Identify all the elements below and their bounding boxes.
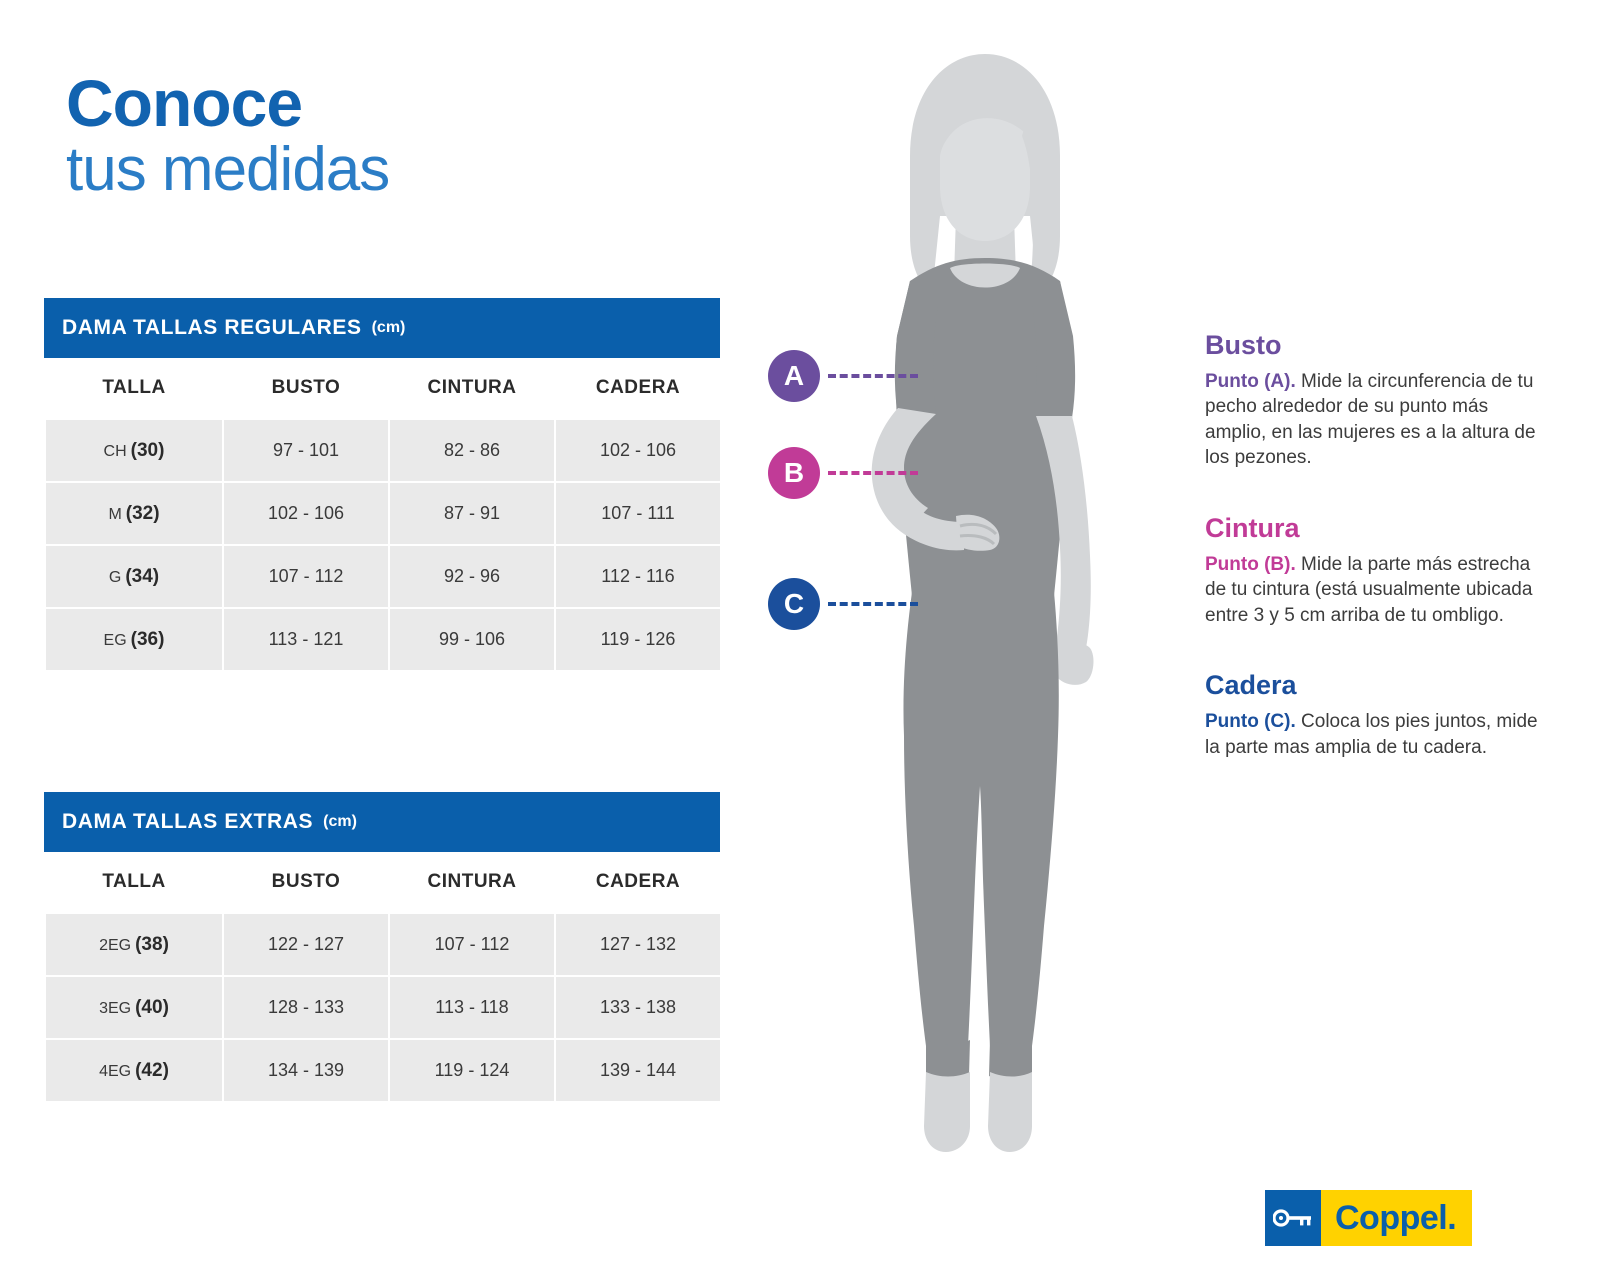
measure-point-c-dashed-line: [828, 602, 918, 606]
cell-talla: [45, 419, 223, 482]
logo-wordmark: Coppel.: [1335, 1198, 1457, 1237]
measure-point-b-marker: B: [768, 447, 820, 499]
table-row: [45, 913, 721, 976]
size-number: (32): [125, 502, 160, 524]
cell-busto: 97 - 101: [223, 419, 389, 482]
regular-sizes-header-unit: (cm): [371, 319, 406, 336]
cell-cintura: 99 - 106: [389, 608, 555, 671]
info-title-busto: Busto: [1205, 330, 1282, 360]
cell-busto: 134 - 139: [223, 1039, 389, 1102]
table-row: [45, 976, 721, 1039]
extra-sizes-table-block: [44, 792, 720, 1103]
info-section-cintura: [1205, 513, 1550, 628]
cell-cintura: 119 - 124: [389, 1039, 555, 1102]
info-body-cadera: [1205, 709, 1550, 760]
table-row: [45, 1039, 721, 1102]
size-label: 4EG: [99, 1062, 132, 1080]
cell-cadera: 127 - 132: [555, 913, 721, 976]
table-row: [45, 419, 721, 482]
cell-cintura: 92 - 96: [389, 545, 555, 608]
column-header-talla: TALLA: [45, 852, 223, 913]
cell-busto: 122 - 127: [223, 913, 389, 976]
cell-cintura: 87 - 91: [389, 482, 555, 545]
title-line-2: tus medidas: [66, 135, 390, 205]
title-line-1: Conoce: [66, 66, 303, 140]
key-icon: [1265, 1190, 1321, 1246]
measure-point-a-marker: A: [768, 350, 820, 402]
table-row: [45, 545, 721, 608]
extra-sizes-header-title: DAMA TALLAS EXTRAS: [62, 810, 314, 833]
measure-point-a-dashed-line: [828, 374, 918, 378]
coppel-logo: [1265, 1190, 1472, 1246]
table-row: [45, 482, 721, 545]
measure-point-b-dashed-line: [828, 471, 918, 475]
size-number: (42): [135, 1059, 169, 1081]
cell-cintura: 107 - 112: [389, 913, 555, 976]
info-body-busto: [1205, 369, 1550, 471]
regular-sizes-table-block: [44, 298, 720, 672]
column-header-cadera: CADERA: [555, 852, 721, 913]
extra-sizes-table-header: [44, 792, 720, 852]
info-point-cadera: Punto (C).: [1205, 711, 1296, 733]
size-label: EG: [103, 631, 127, 649]
size-number: (38): [135, 933, 169, 955]
info-title-cintura: Cintura: [1205, 512, 1300, 543]
size-label: 3EG: [99, 999, 132, 1017]
info-text-cintura: Mide la parte más estrecha de tu cintura (está usualmente ubicada entre 3 y 5 cm arriba de tu ombligo.: [1205, 553, 1533, 626]
info-text-busto: Mide la circunferencia de tu pecho alrededor de su punto más amplio, en las mujeres es a la altura de los pezones.: [1205, 371, 1536, 469]
cell-cadera: 139 - 144: [555, 1039, 721, 1102]
cell-cadera: 112 - 116: [555, 545, 721, 608]
size-label: 2EG: [99, 936, 132, 954]
size-number: (40): [135, 996, 169, 1018]
info-title-cadera: Cadera: [1205, 670, 1297, 701]
info-point-busto: Punto (A).: [1205, 371, 1296, 392]
logo-wordmark-box: [1321, 1190, 1472, 1246]
cell-talla: [45, 545, 223, 608]
page-title: [66, 66, 706, 205]
column-header-cintura: CINTURA: [389, 852, 555, 913]
cell-cintura: 82 - 86: [389, 419, 555, 482]
cell-busto: 102 - 106: [223, 482, 389, 545]
cell-cadera: 107 - 111: [555, 482, 721, 545]
extra-sizes-header-unit: (cm): [323, 813, 357, 830]
cell-talla: [45, 608, 223, 671]
table-header-row: [45, 358, 721, 419]
cell-talla: [45, 482, 223, 545]
cell-busto: 128 - 133: [223, 976, 389, 1039]
info-section-busto: [1205, 330, 1550, 471]
column-header-cadera: CADERA: [555, 358, 721, 419]
size-number: (36): [130, 628, 165, 650]
measure-point-c-marker: C: [768, 578, 820, 630]
cell-cadera: 119 - 126: [555, 608, 721, 671]
cell-cadera: 102 - 106: [555, 419, 721, 482]
cell-talla: [45, 913, 223, 976]
size-label: G: [108, 568, 122, 586]
cell-cadera: 133 - 138: [555, 976, 721, 1039]
regular-sizes-header-title: DAMA TALLAS REGULARES: [62, 316, 362, 339]
cell-cintura: 113 - 118: [389, 976, 555, 1039]
cell-busto: 107 - 112: [223, 545, 389, 608]
column-header-cintura: CINTURA: [389, 358, 555, 419]
info-section-cadera: [1205, 670, 1550, 760]
column-header-busto: BUSTO: [223, 852, 389, 913]
size-number: (30): [130, 439, 165, 461]
info-text-cadera: Coloca los pies juntos, mide la parte mas amplia de tu cadera.: [1205, 711, 1538, 758]
woman-figure-illustration: [760, 36, 1180, 1176]
regular-sizes-table-header: [44, 298, 720, 358]
extra-sizes-table: [44, 852, 722, 1103]
table-row: [45, 608, 721, 671]
info-body-cintura: [1205, 552, 1550, 628]
regular-sizes-table: [44, 358, 722, 672]
cell-talla: [45, 1039, 223, 1102]
measurement-info-panel: [1205, 330, 1550, 802]
cell-talla: [45, 976, 223, 1039]
column-header-busto: BUSTO: [223, 358, 389, 419]
size-label: CH: [103, 442, 127, 460]
table-header-row: [45, 852, 721, 913]
size-label: M: [108, 505, 122, 523]
cell-busto: 113 - 121: [223, 608, 389, 671]
column-header-talla: TALLA: [45, 358, 223, 419]
info-point-cintura: Punto (B).: [1205, 553, 1296, 575]
size-number: (34): [125, 565, 160, 587]
